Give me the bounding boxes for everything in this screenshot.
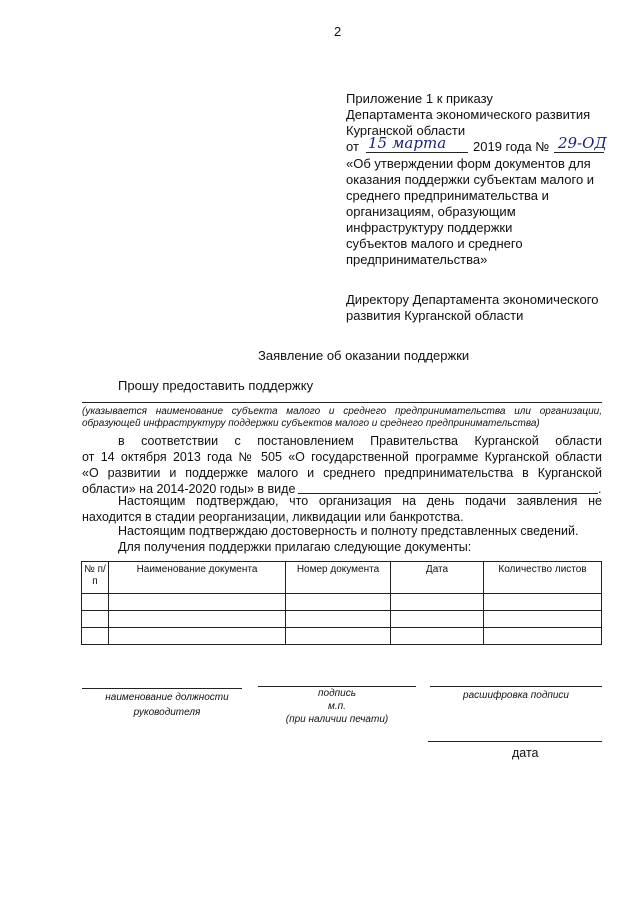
signature-underline: [258, 686, 416, 687]
table-header-date: Дата: [391, 562, 484, 594]
order-number: 29-ОД: [558, 134, 607, 152]
table-cell: [391, 594, 484, 611]
table-cell: [82, 628, 109, 645]
table-header-doc-name: Наименование документа: [109, 562, 286, 594]
table-cell: [109, 611, 286, 628]
appendix-subject-2: оказания поддержки субъектам малого и: [346, 172, 595, 187]
position-underline: [82, 688, 242, 689]
table-row: [82, 628, 602, 645]
body-p1-end: .: [598, 482, 602, 496]
body-p1-line-1: в соответствии с постановлением Правительства Курганской области: [118, 434, 602, 448]
document-title: Заявление об оказании поддержки: [258, 348, 470, 363]
appendix-line-1: Приложение 1 к приказу: [346, 91, 493, 106]
position-label-1: наименование должности: [105, 692, 229, 703]
body-p2-line-1: Настоящим подтверждаю, что организация на день подачи заявления не: [118, 494, 602, 508]
addressee-line-2: развития Курганской области: [346, 308, 524, 323]
appendix-subject-1: «Об утверждении форм документов для: [346, 156, 591, 171]
addressee-block: [346, 292, 626, 324]
order-date-line: [346, 134, 626, 156]
applicant-hint: [82, 406, 602, 430]
order-month: марта: [392, 134, 447, 152]
appendix-line-2: Департамента экономического развития: [346, 107, 591, 122]
appendix-subject-4: организациям, образующим: [346, 204, 516, 219]
table-row: [82, 611, 602, 628]
order-number-underline: [554, 152, 604, 153]
order-date-underline: [366, 152, 468, 153]
date-underline: [428, 741, 602, 742]
seal-note: (при наличии печати): [285, 714, 389, 725]
table-header-number: № п/п: [82, 562, 109, 594]
table-cell: [484, 594, 602, 611]
appendix-line-3: Курганской области: [346, 123, 466, 138]
table-cell: [109, 628, 286, 645]
sign-label-block: [258, 688, 416, 726]
appendix-subject-6: субъектов малого и среднего: [346, 236, 523, 251]
appendix-subject-3: среднего предпринимательства и: [346, 188, 549, 203]
order-year: 2019 года №: [473, 139, 550, 154]
body-paragraph-3: Настоящим подтверждаю достоверность и полноту представленных сведений.: [118, 524, 579, 538]
appendix-subject-7: предпринимательства»: [346, 252, 488, 267]
table-cell: [391, 611, 484, 628]
appendix-subject-5: инфраструктуру поддержки: [346, 220, 513, 235]
table-header-sheets: Количество листов: [484, 562, 602, 594]
table-cell: [484, 611, 602, 628]
table-cell: [286, 611, 391, 628]
sign-label: подпись: [318, 688, 356, 699]
table-header-doc-number: Номер документа: [286, 562, 391, 594]
applicant-hint-line-2: образующей инфраструктуру поддержки субъектов малого и среднего предпринимательства): [82, 418, 540, 429]
seal-label: м.п.: [328, 701, 346, 712]
table-header-row: [82, 562, 602, 594]
body-p1-line-2: от 14 октября 2013 года № 505 «О государственной программе Курганской области: [82, 450, 602, 464]
request-line: Прошу предоставить поддержку: [118, 378, 314, 393]
addressee-line-1: Директору Департамента экономического: [346, 292, 599, 307]
table-cell: [109, 594, 286, 611]
table-cell: [484, 628, 602, 645]
page-number: 2: [334, 24, 342, 39]
table-cell: [82, 594, 109, 611]
decode-underline: [430, 686, 602, 687]
body-p2-line-2: находится в стадии реорганизации, ликвидации или банкротства.: [82, 510, 464, 524]
order-day: 15: [368, 134, 388, 152]
body-p1-line-3: «О развитии и поддержке малого и среднего предпринимательства в Курганской: [82, 466, 602, 480]
table-cell: [82, 611, 109, 628]
table-row: [82, 594, 602, 611]
date-label: дата: [512, 746, 539, 760]
applicant-name-underline: [82, 402, 602, 403]
body-paragraph-2: [82, 493, 602, 525]
position-label-2: руководителя: [133, 707, 201, 718]
position-label: [82, 692, 252, 719]
applicant-hint-line-1: (указывается наименование субъекта малого и среднего предпринимательства или организации,: [82, 406, 602, 417]
documents-table: [81, 561, 602, 645]
table-cell: [286, 628, 391, 645]
order-date-prefix: от: [346, 139, 359, 154]
table-cell: [286, 594, 391, 611]
body-paragraph-1: [82, 433, 602, 497]
decode-label: расшифровка подписи: [463, 690, 569, 701]
table-cell: [391, 628, 484, 645]
body-paragraph-4: Для получения поддержки прилагаю следующие документы:: [118, 540, 472, 554]
appendix-block: [346, 91, 626, 268]
body-p1-line-4: области» на 2014-2020 годы» в виде: [82, 482, 296, 496]
